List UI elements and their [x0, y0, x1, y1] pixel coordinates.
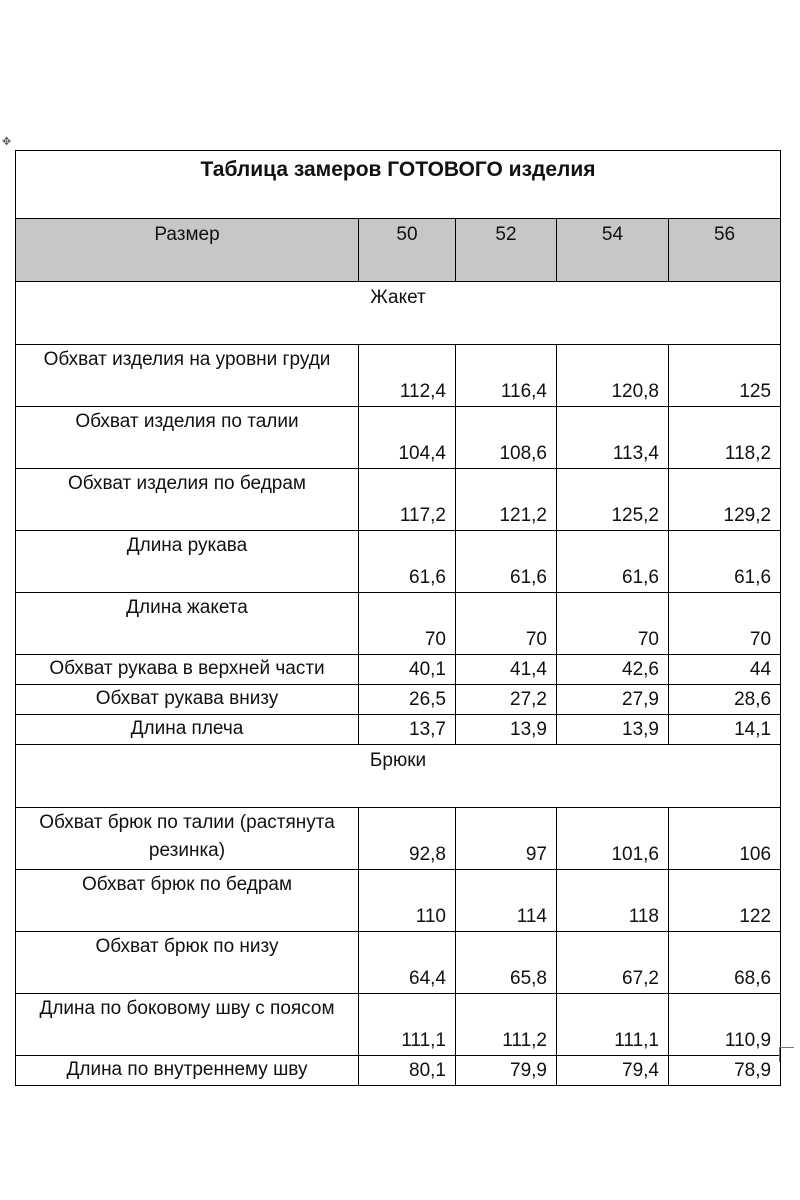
section-title: Жакет [16, 282, 781, 345]
table-move-handle-icon[interactable]: ✥ [2, 135, 12, 148]
measurement-value: 121,2 [456, 469, 557, 531]
measurement-value: 112,4 [359, 345, 456, 407]
measurement-value: 27,9 [557, 685, 669, 715]
measurement-value: 79,4 [557, 1056, 669, 1086]
measurement-value: 80,1 [359, 1056, 456, 1086]
measurement-value: 14,1 [669, 715, 781, 745]
table-row [16, 994, 781, 1056]
measurement-value: 108,6 [456, 407, 557, 469]
measurement-label: Длина плеча [16, 715, 359, 745]
measurement-value: 122 [669, 870, 781, 932]
table-header-row [16, 219, 781, 282]
measurement-value: 44 [669, 655, 781, 685]
table-title: Таблица замеров ГОТОВОГО изделия [16, 151, 781, 219]
measurement-value: 40,1 [359, 655, 456, 685]
measurement-label: Обхват брюк по бедрам [16, 870, 359, 932]
measurement-value: 92,8 [359, 808, 456, 870]
measurement-label: Обхват изделия по талии [16, 407, 359, 469]
measurement-label: Обхват изделия на уровни груди [16, 345, 359, 407]
measurement-label: Обхват брюк по низу [16, 932, 359, 994]
measurement-value: 97 [456, 808, 557, 870]
measurement-value: 70 [669, 593, 781, 655]
measurement-value: 79,9 [456, 1056, 557, 1086]
measurement-value: 70 [557, 593, 669, 655]
measurement-value: 61,6 [669, 531, 781, 593]
size-header-cell: 52 [456, 219, 557, 282]
measurement-value: 110,9 [669, 994, 781, 1056]
measurement-value: 110 [359, 870, 456, 932]
measurement-label: Длина по боковому шву с поясом [16, 994, 359, 1056]
measurement-value: 116,4 [456, 345, 557, 407]
measurement-value: 70 [359, 593, 456, 655]
measurement-value: 118 [557, 870, 669, 932]
measurement-value: 70 [456, 593, 557, 655]
measurement-value: 111,2 [456, 994, 557, 1056]
measurement-value: 41,4 [456, 655, 557, 685]
measurement-value: 125,2 [557, 469, 669, 531]
measurement-value: 27,2 [456, 685, 557, 715]
measurement-value: 111,1 [557, 994, 669, 1056]
measurement-value: 13,9 [557, 715, 669, 745]
measurement-value: 68,6 [669, 932, 781, 994]
measurement-label: Обхват рукава внизу [16, 685, 359, 715]
size-header-label: Размер [16, 219, 359, 282]
measurement-value: 129,2 [669, 469, 781, 531]
measurement-label: Длина по внутреннему шву [16, 1056, 359, 1086]
measurement-value: 118,2 [669, 407, 781, 469]
measurement-value: 111,1 [359, 994, 456, 1056]
measurement-label: Обхват рукава в верхней части [16, 655, 359, 685]
table-row [16, 808, 781, 870]
measurement-value: 114 [456, 870, 557, 932]
table-title-row [16, 151, 781, 219]
measurement-value: 61,6 [456, 531, 557, 593]
measurement-value: 65,8 [456, 932, 557, 994]
table-row [16, 1056, 781, 1086]
table-row [16, 593, 781, 655]
measurement-value: 101,6 [557, 808, 669, 870]
size-header-cell: 50 [359, 219, 456, 282]
measurement-value: 64,4 [359, 932, 456, 994]
section-row-jacket [16, 282, 781, 345]
size-header-cell: 56 [669, 219, 781, 282]
measurement-value: 42,6 [557, 655, 669, 685]
section-title: Брюки [16, 745, 781, 808]
table-row [16, 345, 781, 407]
measurement-value: 113,4 [557, 407, 669, 469]
measurement-value: 13,9 [456, 715, 557, 745]
table-row [16, 655, 781, 685]
measurement-value: 117,2 [359, 469, 456, 531]
table-row [16, 932, 781, 994]
measurement-label: Обхват брюк по талии (растянута резинка) [16, 808, 359, 870]
measurement-value: 104,4 [359, 407, 456, 469]
table-row [16, 407, 781, 469]
size-header-cell: 54 [557, 219, 669, 282]
table-row [16, 531, 781, 593]
measurement-value: 125 [669, 345, 781, 407]
measurement-value: 120,8 [557, 345, 669, 407]
measurement-value: 28,6 [669, 685, 781, 715]
measurement-label: Длина рукава [16, 531, 359, 593]
measurement-value: 67,2 [557, 932, 669, 994]
measurement-label: Длина жакета [16, 593, 359, 655]
section-row-trousers [16, 745, 781, 808]
table-row [16, 715, 781, 745]
measurement-value: 61,6 [359, 531, 456, 593]
measurement-value: 106 [669, 808, 781, 870]
measurement-value: 13,7 [359, 715, 456, 745]
size-measurement-table [15, 150, 781, 1086]
measurement-value: 61,6 [557, 531, 669, 593]
end-of-cell-mark-icon [779, 1047, 794, 1062]
measurement-value: 78,9 [669, 1056, 781, 1086]
table-row [16, 469, 781, 531]
measurement-label: Обхват изделия по бедрам [16, 469, 359, 531]
table-row [16, 870, 781, 932]
measurement-value: 26,5 [359, 685, 456, 715]
table-row [16, 685, 781, 715]
